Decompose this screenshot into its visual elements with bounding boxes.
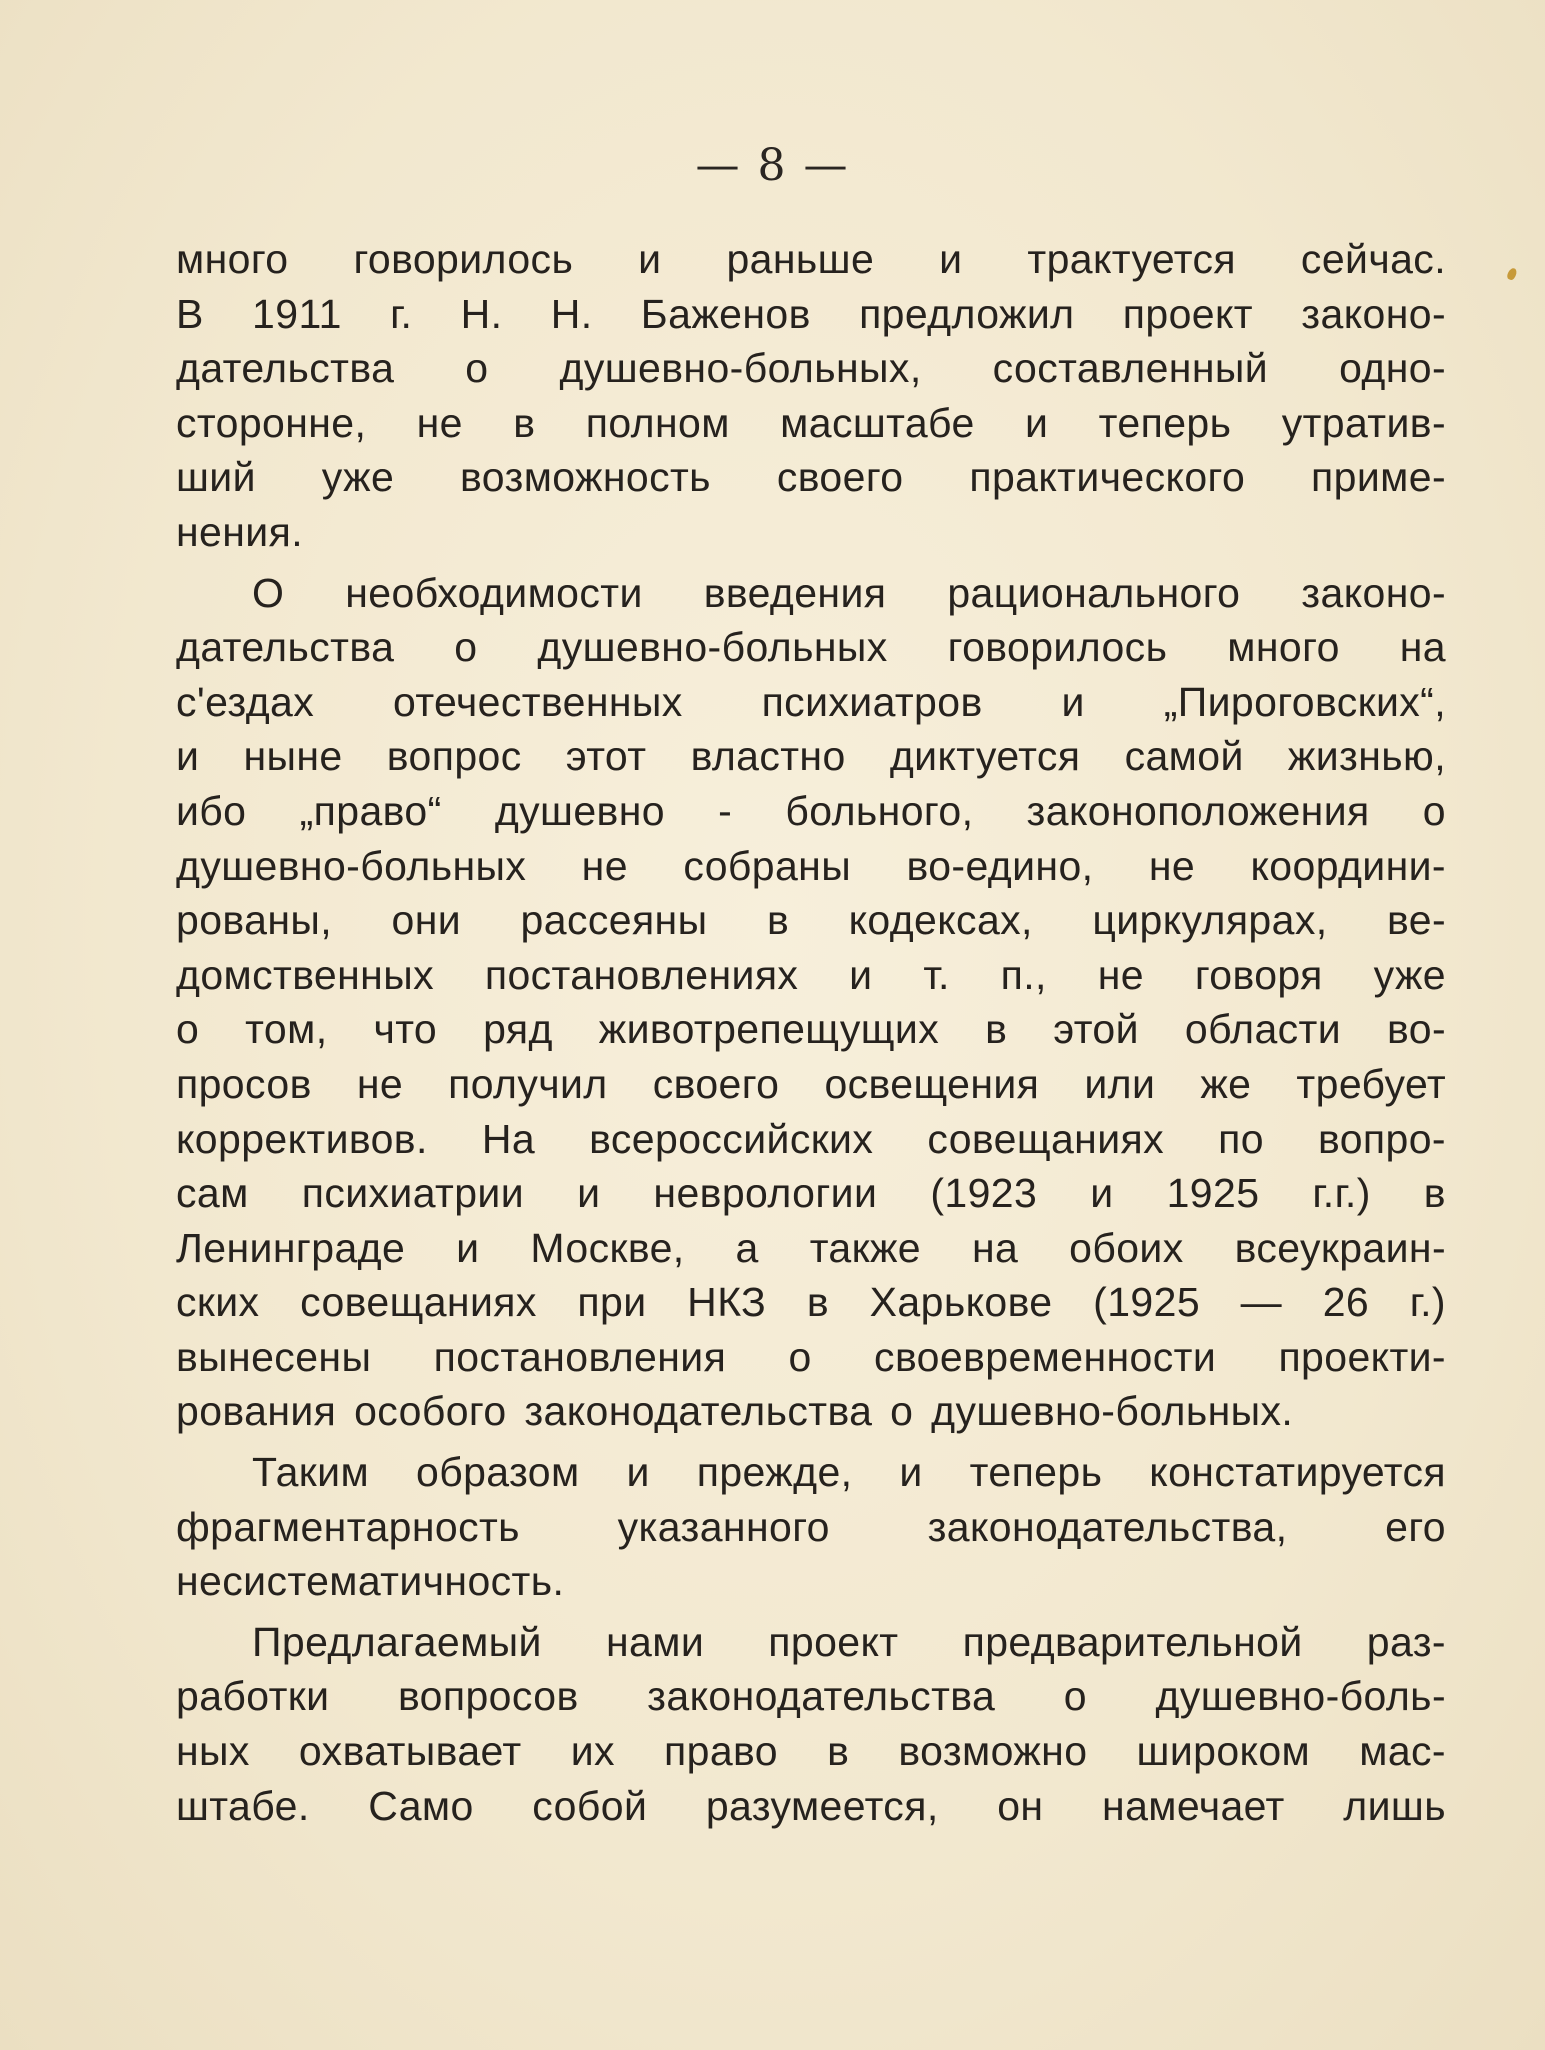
text-line: В 1911 г. Н. Н. Баженов предложил проект законо- [176, 290, 1446, 337]
text-line: ибо „право“ душевно - больного, законоположения о [176, 787, 1446, 834]
text-line: душевно-больных не собраны во-едино, не координи- [176, 842, 1446, 889]
text-line: О необходимости введения рационального законо- [252, 569, 1446, 616]
text-line: Ленинграде и Москве, а также на обоих всеукраин- [176, 1224, 1446, 1271]
text-line: несистематичность. [176, 1558, 565, 1605]
text-line: нения. [176, 508, 303, 555]
text-line: Предлагаемый нами проект предварительной раз- [252, 1618, 1446, 1665]
text-line: сторонне, не в полном масштабе и теперь утратив- [176, 399, 1446, 446]
text-line: ских совещаниях при НКЗ в Харькове (1925 — 26 г.) [176, 1279, 1446, 1326]
text-line: с'ездах отечественных психиатров и „Пироговских“, [176, 678, 1446, 725]
text-line: Таким образом и прежде, и теперь констатируется [252, 1449, 1446, 1496]
text-line: сам психиатрии и неврологии (1923 и 1925 г.г.) в [176, 1170, 1446, 1217]
text-line: дательства о душевно-больных говорилось много на [176, 624, 1446, 671]
text-line: штабе. Само собой разумеется, он намечает лишь [176, 1782, 1446, 1829]
text-line: много говорилось и раньше и трактуется сейчас. [176, 236, 1446, 282]
text-line: ший уже возможность своего практического приме- [176, 454, 1446, 501]
text-line: домственных постановлениях и т. п., не говоря уже [176, 951, 1446, 998]
text-line: рования особого законодательства о душевно-больных. [176, 1388, 1294, 1435]
text-line: работки вопросов законодательства о душевно-боль- [176, 1673, 1446, 1720]
text-line: просов не получил своего освещения или же требует [176, 1060, 1446, 1107]
page-number: — 8 — [695, 140, 850, 191]
text-line: коррективов. На всероссийских совещаниях по вопро- [176, 1115, 1446, 1162]
body-text [176, 232, 1446, 1833]
text-line: о том, что ряд животрепещущих в этой области во- [176, 1006, 1446, 1053]
text-line: и ныне вопрос этот властно диктуется самой жизнью, [176, 733, 1446, 780]
text-line: ных охватывает их право в возможно широком мас- [176, 1728, 1446, 1775]
text-line: дательства о душевно-больных, составленный одно- [176, 345, 1446, 392]
text-line: рованы, они рассеяны в кодексах, циркулярах, ве- [176, 897, 1446, 944]
text-line: фрагментарность указанного законодательства, его [176, 1503, 1446, 1550]
text-line: вынесены постановления о своевременности проекти- [176, 1333, 1446, 1380]
ink-mark [1506, 267, 1518, 281]
